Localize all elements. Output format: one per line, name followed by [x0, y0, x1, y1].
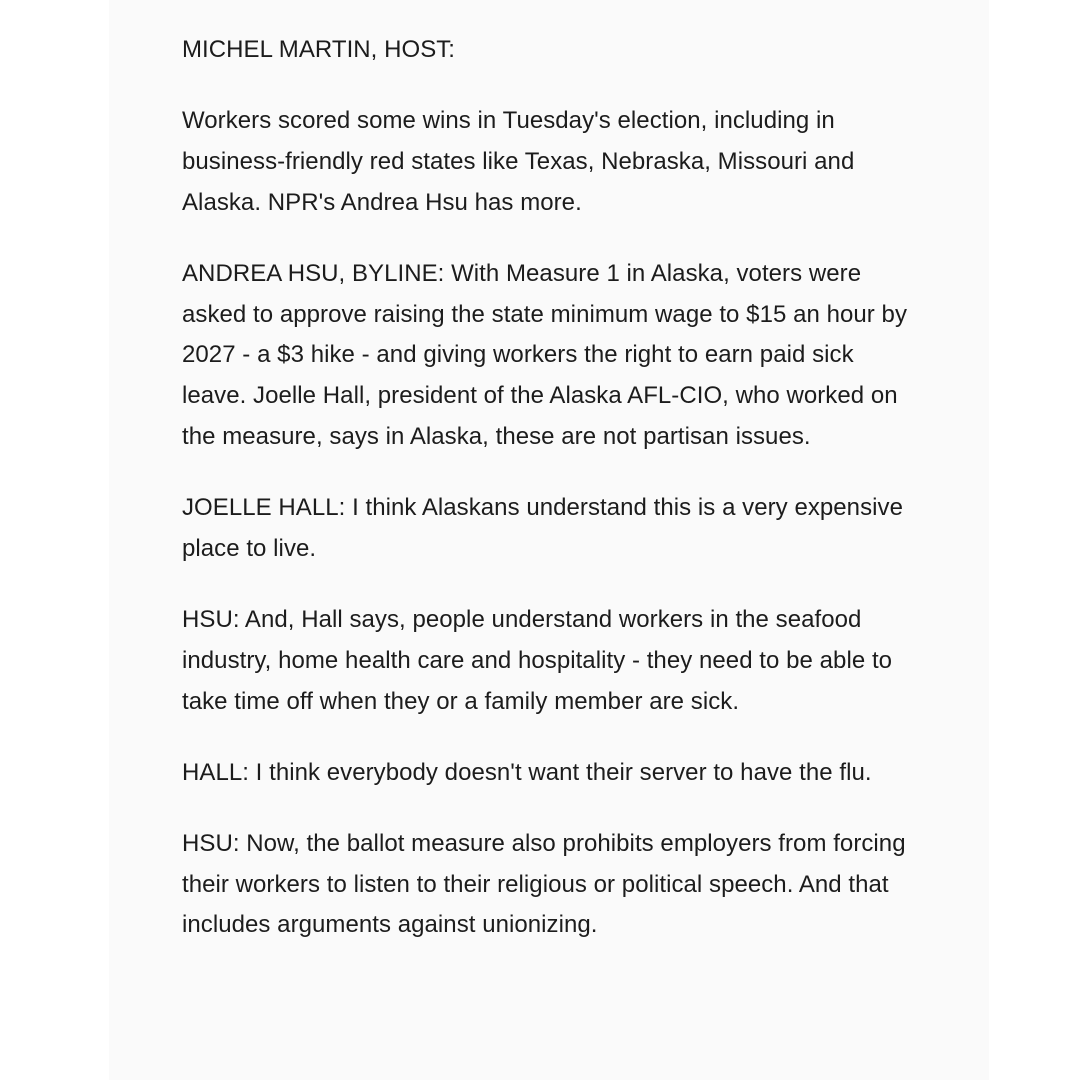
transcript-paragraph: HALL: I think everybody doesn't want their server to have the flu.: [182, 758, 872, 786]
transcript-paragraph: HSU: And, Hall says, people understand workers in the seafood industry, home health care and hospitality - they need to be able to take time off when they or a family member are sick.: [182, 605, 893, 715]
transcript-paragraph: HSU: Now, the ballot measure also prohibits employers from forcing their workers to listen to their religious or political speech. And that includes arguments against unionizing.: [182, 829, 906, 939]
transcript-paragraph: Workers scored some wins in Tuesday's election, including in business-friendly red states like Texas, Nebraska, Missouri and Alaska. NPR's Andrea Hsu has more.: [182, 106, 855, 216]
transcript-page: [109, 0, 989, 1080]
transcript-paragraph: JOELLE HALL: I think Alaskans understand this is a very expensive place to live.: [182, 494, 903, 563]
transcript-paragraph: ANDREA HSU, BYLINE: With Measure 1 in Alaska, voters were asked to approve raising the state minimum wage to $15 an hour by 2027 - a $3 hike - and giving workers the right to earn paid sick leave. Joelle Hall, president of the Alaska AFL-CIO, who worked on the measure, says in Alaska, these are not partisan issues.: [182, 259, 907, 451]
transcript-paragraph: MICHEL MARTIN, HOST:: [182, 36, 456, 63]
transcript-body: [182, 30, 922, 946]
